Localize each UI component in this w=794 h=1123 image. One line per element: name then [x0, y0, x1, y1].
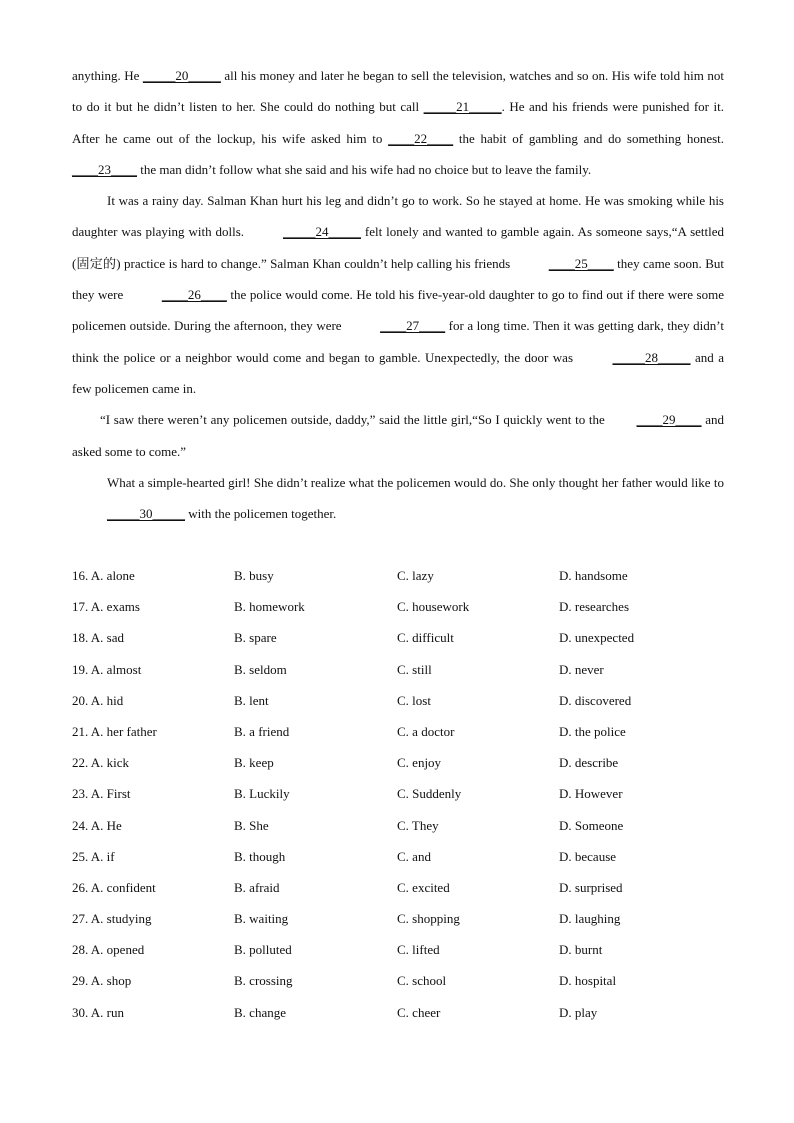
option-c: C. lazy	[397, 568, 434, 583]
option-a: 22. A. kick	[72, 755, 130, 771]
option-b: B. change	[234, 1004, 286, 1020]
option-b: B. seldom	[234, 661, 287, 677]
option-b: B. polluted	[234, 942, 292, 958]
text: . He and his friends were punished for it. After he came out of the lockup, his wife asked him to	[72, 99, 724, 146]
text: and asked some to come.”	[72, 412, 724, 459]
option-c: C. still	[397, 661, 432, 677]
option-d: D. discovered	[559, 692, 632, 708]
blank-22: ____22____	[388, 130, 454, 146]
question-27-options	[72, 903, 724, 934]
option-a: 21. A. her father	[72, 723, 157, 739]
question-21-options	[72, 716, 724, 747]
option-b: B. afraid	[234, 879, 280, 895]
option-a: 27. A. studying	[72, 911, 152, 927]
text: “I saw there weren’t any policemen outside, daddy,” said the little girl,“So I quickly went to the	[100, 412, 609, 428]
question-28-options	[72, 934, 724, 965]
blank-25: ____25____	[548, 255, 614, 271]
option-a: 16. A. alone	[72, 568, 135, 583]
text: It was a rainy day. Salman Khan hurt his leg and didn’t go to work. So he stayed at home. He was smoking while his daughter was playing with dolls.	[72, 193, 724, 240]
option-d: D. laughing	[559, 911, 621, 927]
option-d: D. researches	[559, 599, 630, 615]
option-d: D. Someone	[559, 817, 624, 833]
blank-26: ____26____	[161, 287, 227, 303]
text: with the policemen together.	[185, 506, 337, 522]
question-18-options	[72, 622, 724, 653]
option-d: D. describe	[559, 755, 619, 771]
paragraph-2	[72, 185, 724, 404]
option-b: B. Luckily	[234, 786, 290, 802]
option-a: 30. A. run	[72, 1004, 124, 1020]
option-c: C. lost	[397, 692, 431, 708]
text: they came soon. But they were	[72, 255, 724, 303]
blank-20: _____20_____	[142, 68, 221, 83]
blank-21: _____21_____	[423, 99, 502, 115]
option-d: D. hospital	[559, 973, 617, 989]
option-d: D. surprised	[559, 879, 623, 895]
option-d: D. the police	[559, 723, 626, 739]
question-19-options	[72, 654, 724, 685]
question-17-options	[72, 591, 724, 622]
option-b: B. spare	[234, 630, 277, 646]
question-16-options	[72, 560, 724, 591]
paragraph-3	[72, 404, 724, 467]
blank-24: _____24_____	[282, 224, 361, 240]
option-a: 20. A. hid	[72, 692, 124, 708]
blank-28: _____28_____	[612, 349, 691, 365]
blank-23: ____23____	[72, 161, 137, 177]
option-b: B. She	[234, 817, 269, 833]
question-25-options	[72, 841, 724, 872]
question-29-options	[72, 965, 724, 996]
option-c: C. and	[397, 848, 431, 864]
option-a: 26. A. confident	[72, 879, 156, 895]
option-d: D. never	[559, 661, 604, 677]
question-30-options	[72, 997, 724, 1028]
option-b: B. crossing	[234, 973, 293, 989]
option-b: B. lent	[234, 692, 269, 708]
option-c: C. difficult	[397, 630, 454, 646]
option-c: C. They	[397, 817, 439, 833]
option-c: C. cheer	[397, 1004, 441, 1020]
option-c: C. enjoy	[397, 755, 442, 771]
text: the police would come. He told his five-year-old daughter to go to find out if there were some policemen outside. During the afternoon, they were	[72, 287, 724, 334]
text: all his money and later he began to sell the television, watches and so on. His wife told him not to do it but he didn’t listen to her. She could do nothing but call	[72, 68, 724, 115]
option-c: C. excited	[397, 879, 450, 895]
option-b: B. a friend	[234, 723, 290, 739]
question-26-options	[72, 872, 724, 903]
question-20-options	[72, 685, 724, 716]
text: the habit of gambling and do something honest.	[453, 130, 725, 146]
option-c: C. school	[397, 973, 447, 989]
option-a: 28. A. opened	[72, 942, 145, 958]
paragraph-4	[72, 467, 724, 530]
option-d: D. unexpected	[559, 630, 635, 646]
cloze-passage	[72, 60, 724, 529]
option-a: 23. A. First	[72, 786, 131, 802]
blank-29: ____29____	[636, 412, 702, 428]
option-c: C. housework	[397, 599, 470, 615]
option-d: D. burnt	[559, 942, 603, 958]
option-c: C. shopping	[397, 911, 460, 927]
option-c: C. a doctor	[397, 723, 455, 739]
option-a: 24. A. He	[72, 817, 122, 833]
option-b: B. homework	[234, 599, 305, 615]
option-b: B. keep	[234, 755, 274, 771]
text: felt lonely and wanted to gamble again. As someone says,“A settled (固定的) practice is hard to change.” Salman Khan couldn’t help calling his friends	[72, 224, 724, 271]
option-c: C. lifted	[397, 942, 440, 958]
blank-30: _____30_____	[107, 506, 185, 522]
option-a: 19. A. almost	[72, 661, 142, 677]
question-24-options	[72, 810, 724, 841]
text: anything. He	[72, 68, 143, 83]
option-a: 18. A. sad	[72, 630, 124, 646]
option-b: B. though	[234, 848, 286, 864]
option-d: D. However	[559, 786, 623, 802]
text: What a simple-hearted girl! She didn’t realize what the policemen would do. She only thought her father would like to	[107, 474, 724, 490]
option-a: 25. A. if	[72, 848, 115, 864]
blank-27: ____27____	[380, 318, 446, 334]
text: for a long time. Then it was getting dark, they didn’t think the police or a neighbor would come and began to gamble. Unexpectedly, the door was	[72, 318, 725, 365]
paragraph-1	[72, 60, 724, 185]
question-22-options	[72, 747, 724, 778]
answer-options	[72, 560, 724, 1028]
text: and a few policemen came in.	[72, 349, 725, 396]
option-a: 17. A. exams	[72, 599, 140, 615]
option-d: D. play	[559, 1004, 598, 1020]
option-a: 29. A. shop	[72, 973, 132, 989]
option-c: C. Suddenly	[397, 786, 462, 802]
option-d: D. handsome	[559, 568, 628, 583]
option-b: B. busy	[234, 568, 274, 583]
question-23-options	[72, 778, 724, 809]
option-b: B. waiting	[234, 911, 289, 927]
option-d: D. because	[559, 848, 617, 864]
text: the man didn’t follow what she said and his wife had no choice but to leave the family.	[137, 161, 592, 177]
